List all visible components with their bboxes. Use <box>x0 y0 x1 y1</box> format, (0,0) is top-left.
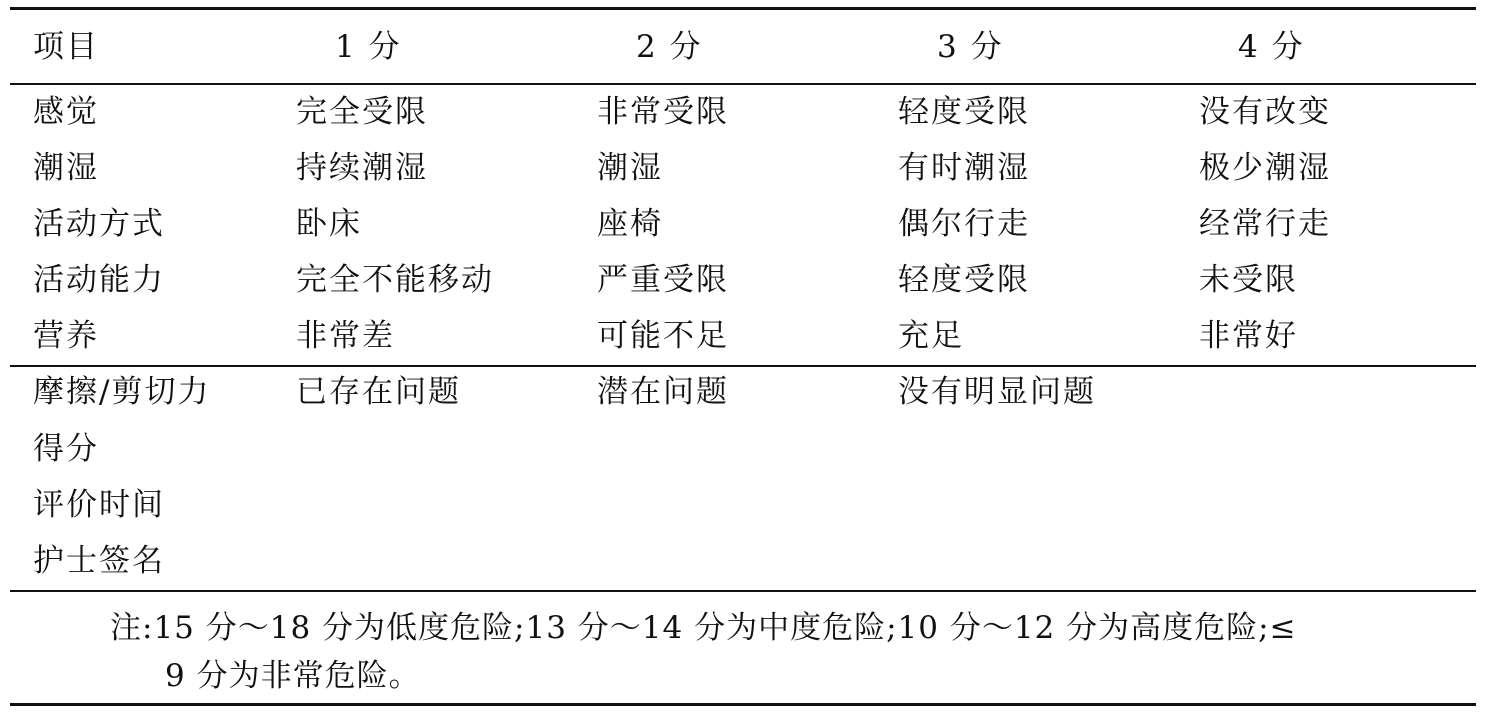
header-score-3: 3 分 <box>937 29 1004 65</box>
table-cell: 没有明显问题 <box>898 374 1096 410</box>
row-label: 摩擦/剪切力 <box>33 374 211 410</box>
row-label: 护士签名 <box>33 543 165 579</box>
table-cell: 可能不足 <box>597 318 729 354</box>
table-top-rule <box>10 7 1476 10</box>
table-cell: 潮湿 <box>597 150 663 186</box>
section-rule <box>10 365 1476 367</box>
table-cell: 座椅 <box>597 206 663 242</box>
table-cell: 充足 <box>898 318 964 354</box>
table-cell: 非常差 <box>296 318 395 354</box>
table-cell: 非常受限 <box>597 94 729 130</box>
row-label: 感觉 <box>33 94 99 130</box>
table-cell: 有时潮湿 <box>898 150 1030 186</box>
row-label: 活动能力 <box>33 262 165 298</box>
table-cell: 已存在问题 <box>296 374 461 410</box>
table-cell: 经常行走 <box>1199 206 1331 242</box>
row-label: 营养 <box>33 318 99 354</box>
table-cell: 轻度受限 <box>898 94 1030 130</box>
table-cell: 未受限 <box>1199 262 1298 298</box>
note-line-2: 9 分为非常危险。 <box>165 658 421 694</box>
row-label: 评价时间 <box>33 487 165 523</box>
table-cell: 完全受限 <box>296 94 428 130</box>
table-cell: 没有改变 <box>1199 94 1331 130</box>
row-label: 潮湿 <box>33 150 99 186</box>
header-score-1: 1 分 <box>335 29 402 65</box>
table-cell: 轻度受限 <box>898 262 1030 298</box>
table-cell: 完全不能移动 <box>296 262 494 298</box>
header-score-4: 4 分 <box>1238 29 1305 65</box>
table-cell: 潜在问题 <box>597 374 729 410</box>
row-label: 得分 <box>33 431 99 467</box>
row-label: 活动方式 <box>33 206 165 242</box>
table-cell: 极少潮湿 <box>1199 150 1331 186</box>
header-score-2: 2 分 <box>636 29 703 65</box>
table-cell: 持续潮湿 <box>296 150 428 186</box>
table-cell: 非常好 <box>1199 318 1298 354</box>
note-rule <box>10 590 1476 592</box>
header-rule <box>10 83 1476 85</box>
table-note <box>110 604 1460 700</box>
table-cell: 卧床 <box>296 206 362 242</box>
table-cell: 偶尔行走 <box>898 206 1030 242</box>
header-item: 项目 <box>33 29 99 65</box>
table-cell: 严重受限 <box>597 262 729 298</box>
table-bottom-rule <box>10 703 1476 706</box>
note-line-1: 注:15 分～18 分为低度危险;13 分～14 分为中度危险;10 分～12 分为高度危险;≤ <box>110 610 1297 646</box>
